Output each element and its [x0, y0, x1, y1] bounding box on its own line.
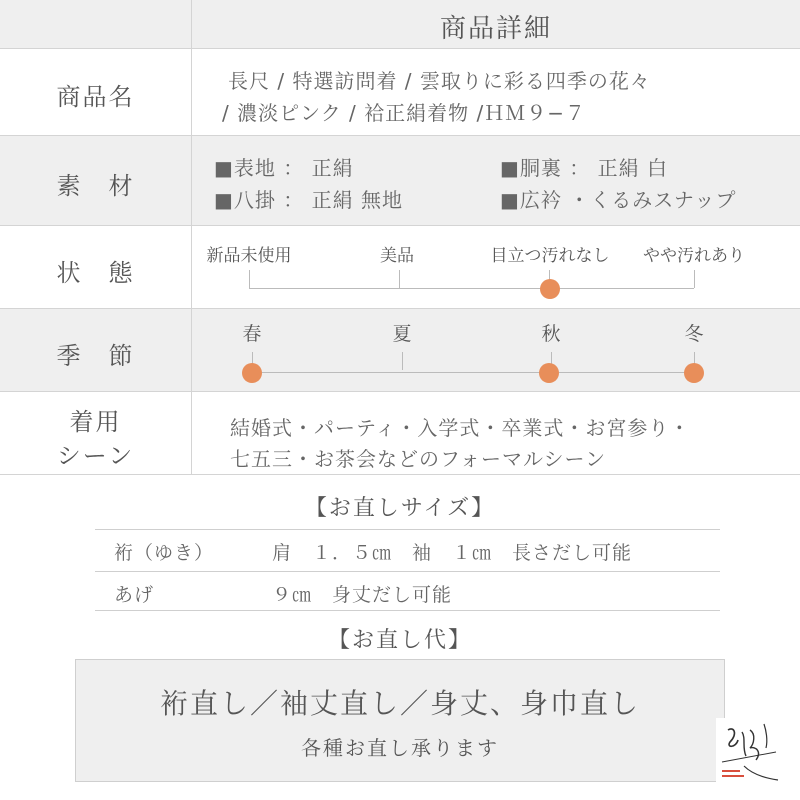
product-name-label: 商品名 [56, 83, 135, 111]
alteration-size-title: 【お直しサイズ】 [304, 496, 496, 521]
row-condition [0, 226, 800, 308]
row-season [0, 309, 800, 391]
season-winter: 冬 [684, 323, 704, 345]
condition-scale-axis [249, 288, 694, 289]
material-lining-douura: ■胴裏 ： 正絹 白 [500, 156, 668, 180]
row-scene [0, 392, 800, 474]
season-marker-autumn [539, 363, 559, 383]
divider [0, 474, 800, 475]
alteration-fee-box [75, 659, 725, 782]
alteration-fee-title: 【お直し代】 [327, 628, 472, 653]
alteration-yuki-value: 肩 １．５㎝ 袖 １㎝ 長さだし可能 [272, 542, 633, 564]
season-spring: 春 [242, 323, 262, 345]
alteration-note: 各種お直し承ります [301, 736, 499, 760]
material-lining-hakkake: ■八掛 ： 正絹 無地 [214, 188, 403, 212]
condition-tick [399, 270, 400, 288]
condition-option-slightly-soiled: やや汚れあり [643, 246, 745, 266]
brand-logo [716, 718, 786, 788]
alteration-age-value: ９㎝ 身丈だし可能 [272, 584, 453, 606]
season-marker-winter [684, 363, 704, 383]
condition-option-clean: 目立つ汚れなし [490, 246, 610, 266]
season-tick [402, 352, 403, 370]
scene-label-line1: 着用 [69, 408, 122, 436]
alteration-age-label: あげ [114, 584, 155, 606]
season-summer: 夏 [392, 323, 412, 345]
material-collar: ■広衿 ・くるみスナップ [500, 188, 737, 212]
condition-option-good: 美品 [380, 246, 414, 266]
season-scale-axis [252, 372, 694, 373]
scene-line2: 七五三・お茶会などのフォーマルシーン [230, 447, 607, 471]
page-title: 商品詳細 [439, 14, 552, 44]
material-outer: ■表地 ： 正絹 [214, 156, 354, 180]
season-label: 季 節 [56, 342, 135, 370]
product-name-line2: / 濃淡ピンク / 袷正絹着物 /ＨＭ９−７ [222, 101, 587, 125]
row-material [0, 136, 800, 225]
divider [95, 529, 720, 530]
season-autumn: 秋 [541, 323, 561, 345]
row-product-name [0, 49, 800, 135]
condition-tick [694, 270, 695, 288]
scene-line1: 結婚式・パーティ・入学式・卒業式・お宮参り・ [230, 416, 691, 440]
condition-label: 状 態 [56, 259, 135, 287]
alteration-services: 裄直し／袖丈直し／身丈、身巾直し [159, 687, 640, 720]
divider [95, 610, 720, 611]
condition-tick [249, 270, 250, 288]
header-row [0, 0, 800, 48]
condition-option-new: 新品未使用 [206, 246, 292, 266]
product-name-line1: 長尺 / 特選訪問着 / 雲取りに彩る四季の花々 [228, 69, 651, 93]
alteration-yuki-label: 裄（ゆき） [114, 542, 215, 564]
column-divider [191, 0, 192, 474]
season-marker-spring [242, 363, 262, 383]
divider [95, 571, 720, 572]
material-label: 素 材 [56, 172, 135, 200]
scene-label-line2: シーン [56, 442, 135, 470]
condition-selected-marker [540, 279, 560, 299]
